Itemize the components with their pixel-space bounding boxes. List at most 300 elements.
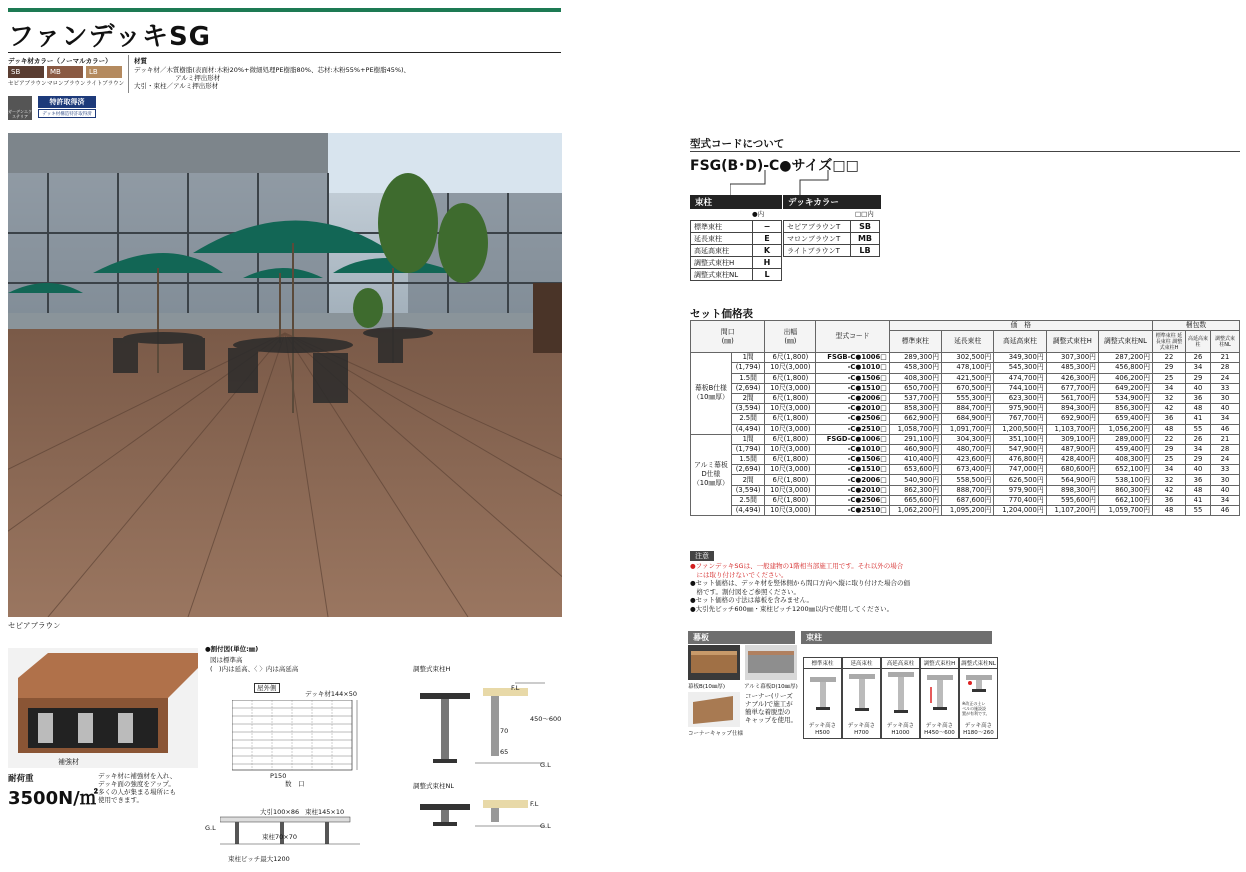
group-label-line: 幕板B仕様 (694, 384, 727, 393)
row-depth: 10尺(3,000) (765, 383, 816, 393)
price-row (691, 404, 1240, 414)
post-card-name: 標準束柱 (804, 658, 841, 669)
post-card-adjustable-nl (959, 657, 998, 739)
post-card-height: デッキ高さ H500 (808, 723, 837, 736)
row-price: 487,900円 (1046, 444, 1098, 454)
row-price: 545,300円 (994, 363, 1046, 373)
post-adjustable-h-image (921, 669, 958, 714)
row-price: 1,056,200円 (1098, 424, 1152, 434)
row-depth: 10尺(3,000) (765, 444, 816, 454)
load-label: 耐荷重 (8, 774, 34, 784)
row-price: 307,300円 (1046, 353, 1098, 363)
dim-70: 70 (500, 727, 509, 735)
title-accent-bar (8, 8, 561, 12)
price-row (691, 455, 1240, 465)
row-frontage: 2.5間 (731, 414, 765, 424)
notes-block (690, 562, 910, 613)
row-price: 888,700円 (942, 485, 994, 495)
row-price: 677,700円 (1046, 383, 1098, 393)
row-price: 692,900円 (1046, 414, 1098, 424)
row-price: 538,100円 (1098, 475, 1152, 485)
row-frontage: (1,794) (731, 444, 765, 454)
row-price: 540,900円 (889, 475, 941, 485)
reinforcement-label: 補強材 (58, 758, 79, 766)
row-price: 860,300円 (1098, 485, 1152, 495)
plan-label: 屋外側 (254, 683, 280, 693)
col-packages-group: 梱包数 (1153, 321, 1240, 331)
row-pkg: 36 (1153, 495, 1186, 505)
col-price-standard: 標準束柱 (889, 331, 941, 353)
row-price: 408,300円 (889, 373, 941, 383)
load-note-4: 使用できます。 (98, 796, 143, 804)
row-pkg: 32 (1153, 475, 1186, 485)
post-type-code: K (753, 245, 782, 257)
row-price: 659,400円 (1098, 414, 1152, 424)
price-row (691, 383, 1240, 393)
row-pkg: 46 (1211, 424, 1240, 434)
garden-exterior-badge (8, 96, 32, 120)
pitch-p150: P150 (270, 772, 287, 780)
gl-label-h: G.L (540, 761, 551, 769)
deck-photo-scene (8, 133, 562, 617)
post-standard-image (804, 669, 841, 714)
row-price: 623,300円 (994, 393, 1046, 403)
dim-adj-range: 450〜600 (530, 715, 562, 723)
row-pkg: 26 (1186, 353, 1211, 363)
row-frontage: 1.5間 (731, 455, 765, 465)
row-code: -C●1506□ (816, 373, 889, 383)
row-price: 428,400円 (1046, 455, 1098, 465)
row-depth: 6尺(1,800) (765, 455, 816, 465)
row-frontage: 1間 (731, 434, 765, 444)
nl-note (960, 701, 997, 716)
row-code: FSGD-C●1006□ (816, 434, 889, 444)
row-code: -C●1510□ (816, 383, 889, 393)
post-type-header: 束柱 (690, 195, 782, 209)
post-card-height: デッキ高さ H450〜600 (924, 723, 955, 736)
row-code: -C●2510□ (816, 506, 889, 516)
row-price: 673,400円 (942, 465, 994, 475)
row-pkg: 48 (1186, 404, 1211, 414)
row-pkg: 36 (1186, 393, 1211, 403)
deck-width-label: デッキ材144×50 (305, 690, 357, 698)
col-price-high-extended: 高延高束柱 (994, 331, 1046, 353)
color-name-mb: マロンブラウン (47, 81, 86, 87)
row-pkg: 34 (1211, 414, 1240, 424)
group-label-line: D仕様 (701, 470, 721, 479)
row-pkg: 28 (1211, 444, 1240, 454)
adj-h-drawing-svg (415, 678, 545, 773)
row-pkg: 34 (1153, 383, 1186, 393)
title-divider (8, 52, 561, 53)
row-pkg: 29 (1186, 373, 1211, 383)
row-price: 456,800円 (1098, 363, 1152, 373)
price-row (691, 393, 1240, 403)
row-price: 1,103,700円 (1046, 424, 1098, 434)
post-type-row (691, 233, 782, 245)
price-row (691, 465, 1240, 475)
row-frontage: (2,694) (731, 465, 765, 475)
post-card-extended (842, 657, 881, 739)
row-price: 426,300円 (1046, 373, 1098, 383)
post-type-code: − (753, 221, 782, 233)
row-price: 458,300円 (889, 363, 941, 373)
drawing-note-2: ( )内は延高、〈 〉内は高延高 (210, 665, 299, 673)
post-card-height: デッキ高さ H1000 (886, 723, 915, 736)
formula-connector-lines (730, 170, 850, 196)
row-price: 287,200円 (1098, 353, 1152, 363)
row-frontage: (3,594) (731, 404, 765, 414)
skirt-b-label: 幕板B(10㎜厚) (688, 684, 726, 690)
color-name-lb: ライトブラウン (86, 81, 125, 87)
deck-color-row (784, 233, 880, 245)
load-value: 3500N/㎡ (8, 788, 98, 809)
skirt-b-image (688, 645, 740, 680)
post-extended-image (843, 669, 880, 714)
fl-label-nl: F.L (530, 800, 539, 808)
price-row (691, 363, 1240, 373)
patent-badge: 特許取得済 (38, 96, 96, 108)
post-type-row (691, 245, 782, 257)
row-pkg: 40 (1211, 485, 1240, 495)
color-name-sb: セピアブラウン (8, 81, 47, 87)
price-row (691, 353, 1240, 363)
deck-color-table (783, 220, 880, 257)
row-pkg: 36 (1186, 475, 1211, 485)
row-pkg: 48 (1153, 424, 1186, 434)
col-frontage-label: 間口 (720, 327, 735, 336)
corner-note-2: ナブル)で施工が (745, 700, 793, 708)
row-price: 744,100円 (994, 383, 1046, 393)
post-card-name: 高延高束柱 (882, 658, 919, 669)
adj-nl-drawing (415, 796, 545, 840)
post-card-name: 延高束柱 (843, 658, 880, 669)
nl-note-2: ベルの施設設 (962, 706, 986, 711)
patent-sub-badge: デッキ材構造特許取得済 (38, 109, 96, 118)
row-depth: 10尺(3,000) (765, 485, 816, 495)
row-depth: 6尺(1,800) (765, 434, 816, 444)
post-type-name: 延長束柱 (691, 233, 753, 245)
row-depth: 10尺(3,000) (765, 363, 816, 373)
col-price-extended: 延長束柱 (942, 331, 994, 353)
material-line-2: アルミ押出形材 (175, 74, 221, 82)
row-price: 408,300円 (1098, 455, 1152, 465)
skirt-d-image (745, 645, 797, 680)
row-pkg: 29 (1186, 455, 1211, 465)
row-code: -C●2010□ (816, 404, 889, 414)
depth-label: 数 口 (285, 780, 305, 788)
post-card-high-extended (881, 657, 920, 739)
row-code: -C●1010□ (816, 363, 889, 373)
row-price: 862,300円 (889, 485, 941, 495)
colors-header: デッキ材カラー（ノーマルカラー） (8, 57, 112, 65)
row-price: 291,100円 (889, 434, 941, 444)
adj-h-drawing (415, 678, 545, 777)
note-2: ●セット価格は、デッキ材を竪体側から間口方向へ縦に取り付けた場合の価 (690, 579, 911, 587)
page-title: ファンデッキSG (8, 22, 212, 52)
row-price: 1,091,700円 (942, 424, 994, 434)
deck-color-row (784, 245, 880, 257)
row-code: -C●2006□ (816, 393, 889, 403)
row-code: -C●2010□ (816, 485, 889, 495)
price-row (691, 444, 1240, 454)
row-price: 302,500円 (942, 353, 994, 363)
group-label (691, 434, 732, 516)
skirt-d-label: アルミ幕板D(10㎜厚) (744, 684, 798, 690)
row-price: 979,900円 (994, 485, 1046, 495)
post-gallery-header: 束柱 (801, 631, 992, 644)
row-price: 884,700円 (942, 404, 994, 414)
post-card-standard (803, 657, 842, 739)
post-card-height: デッキ高さ H700 (847, 723, 876, 736)
row-depth: 10尺(3,000) (765, 404, 816, 414)
row-price: 534,900円 (1098, 393, 1152, 403)
post-adjustable-nl-image (960, 669, 997, 699)
adj-nl-label: 調整式束柱NL (413, 782, 454, 790)
row-price: 670,500円 (942, 383, 994, 393)
col-depth (765, 321, 816, 353)
group-label-line: アルミ幕板 (694, 461, 728, 470)
group-label (691, 353, 732, 435)
post-type-code: H (753, 257, 782, 269)
col-frontage-unit: (㎜) (721, 336, 734, 345)
price-row (691, 506, 1240, 516)
deck-color-marker: □□内 (855, 210, 874, 218)
post-type-marker: ●内 (752, 210, 765, 218)
row-code: FSGB-C●1006□ (816, 353, 889, 363)
row-price: 1,107,200円 (1046, 506, 1098, 516)
row-depth: 6尺(1,800) (765, 393, 816, 403)
row-pkg: 33 (1211, 465, 1240, 475)
post-size-label: 束柱145×10 (305, 808, 345, 816)
dim-65: 65 (500, 748, 509, 756)
row-pkg: 22 (1153, 353, 1186, 363)
post-type-code: L (753, 269, 782, 281)
row-depth: 10尺(3,000) (765, 465, 816, 475)
deck-color-code: LB (851, 245, 880, 257)
row-price: 894,300円 (1046, 404, 1098, 414)
deck-color-code: SB (851, 221, 880, 233)
row-frontage: (4,494) (731, 424, 765, 434)
col-pkg-nl: 調整式束柱NL (1211, 331, 1240, 353)
price-row (691, 495, 1240, 505)
gl-label-nl: G.L (540, 822, 551, 830)
corner-note-1: コーナー(リーズ (745, 692, 793, 700)
row-pkg: 34 (1153, 465, 1186, 475)
row-pkg: 34 (1211, 495, 1240, 505)
nl-note-3: 置が有利です。 (962, 711, 990, 716)
row-pkg: 34 (1186, 444, 1211, 454)
row-depth: 6尺(1,800) (765, 495, 816, 505)
post-card-adjustable-h (920, 657, 959, 739)
row-price: 687,600円 (942, 495, 994, 505)
row-depth: 6尺(1,800) (765, 373, 816, 383)
plan-drawing-svg (232, 700, 382, 780)
post-type-code: E (753, 233, 782, 245)
row-price: 1,058,700円 (889, 424, 941, 434)
row-price: 1,059,700円 (1098, 506, 1152, 516)
row-depth: 6尺(1,800) (765, 475, 816, 485)
row-pkg: 36 (1153, 414, 1186, 424)
row-pkg: 42 (1153, 404, 1186, 414)
col-frontage (691, 321, 765, 353)
deck-color-name: ライトブラウンT (784, 245, 851, 257)
post-type-row (691, 269, 782, 281)
deck-section-illustration (8, 648, 198, 768)
row-price: 561,700円 (1046, 393, 1098, 403)
adj-nl-drawing-svg (415, 796, 545, 836)
row-price: 410,400円 (889, 455, 941, 465)
row-pkg: 55 (1186, 424, 1211, 434)
row-pkg: 29 (1153, 363, 1186, 373)
row-frontage: 1.5間 (731, 373, 765, 383)
row-pkg: 48 (1153, 506, 1186, 516)
row-price: 485,300円 (1046, 363, 1098, 373)
note-1: ●ファンデッキSGは、一般建物の1階相当部施工用です。それ以外の場合 (690, 562, 904, 570)
plan-drawing (232, 700, 382, 784)
row-code: -C●1010□ (816, 444, 889, 454)
row-frontage: (4,494) (731, 506, 765, 516)
row-price: 653,600円 (889, 465, 941, 475)
row-price: 421,500円 (942, 373, 994, 383)
material-line-1: デッキ材／木質樹脂(表面材:木粉20%+微細処理PE樹脂80%、芯材:木粉55%+PE樹脂45%)、 (134, 66, 411, 74)
row-price: 406,200円 (1098, 373, 1152, 383)
row-price: 547,900円 (994, 444, 1046, 454)
row-pkg: 21 (1211, 353, 1240, 363)
row-price: 1,200,500円 (994, 424, 1046, 434)
post-type-row (691, 257, 782, 269)
row-pkg: 28 (1211, 363, 1240, 373)
row-price: 349,300円 (994, 353, 1046, 363)
row-price: 767,700円 (994, 414, 1046, 424)
material-divider (128, 55, 129, 93)
row-frontage: (3,594) (731, 485, 765, 495)
row-price: 480,700円 (942, 444, 994, 454)
row-price: 1,204,000円 (994, 506, 1046, 516)
row-frontage: 1間 (731, 353, 765, 363)
col-price-group: 価 格 (889, 321, 1152, 331)
post-type-table (690, 220, 782, 281)
row-pkg: 32 (1153, 393, 1186, 403)
row-pkg: 25 (1153, 373, 1186, 383)
row-pkg: 40 (1186, 383, 1211, 393)
deck-color-header: デッキカラー (783, 195, 881, 209)
price-row (691, 434, 1240, 444)
row-price: 564,900円 (1046, 475, 1098, 485)
row-price: 680,600円 (1046, 465, 1098, 475)
row-pkg: 48 (1186, 485, 1211, 495)
drawing-note-1: 図は標準高 (210, 656, 243, 664)
row-price: 770,400円 (994, 495, 1046, 505)
material-heading: 材質 (134, 57, 147, 65)
row-pkg: 22 (1153, 434, 1186, 444)
post-base-label: 束柱70×70 (262, 833, 297, 841)
price-row (691, 414, 1240, 424)
row-price: 558,500円 (942, 475, 994, 485)
row-frontage: 2間 (731, 393, 765, 403)
row-price: 304,300円 (942, 434, 994, 444)
col-price-adjustable-nl: 調整式束柱NL (1098, 331, 1152, 353)
post-type-name: 高延高束柱 (691, 245, 753, 257)
row-price: 665,600円 (889, 495, 941, 505)
row-depth: 6尺(1,800) (765, 414, 816, 424)
row-price: 649,200円 (1098, 383, 1152, 393)
row-pkg: 30 (1211, 393, 1240, 403)
row-price: 474,700円 (994, 373, 1046, 383)
col-code: 型式コード (816, 321, 889, 353)
note-2b: 格です。割付図をご参照ください。 (690, 587, 800, 596)
row-price: 650,700円 (889, 383, 941, 393)
post-pitch-label: 束柱ピッチ最大1200 (228, 855, 290, 863)
beam-size-label: 大引100×86 (260, 808, 300, 816)
color-swatch-mb: MB (47, 66, 83, 78)
row-pkg: 41 (1186, 414, 1211, 424)
row-code: -C●1506□ (816, 455, 889, 465)
row-price: 858,300円 (889, 404, 941, 414)
row-depth: 10尺(3,000) (765, 424, 816, 434)
deck-photo (8, 133, 562, 617)
color-swatch-lb: LB (86, 66, 122, 78)
row-pkg: 34 (1186, 363, 1211, 373)
row-price: 975,900円 (994, 404, 1046, 414)
color-swatch-sb: SB (8, 66, 44, 78)
col-depth-label: 出幅 (783, 327, 798, 336)
row-code: -C●2006□ (816, 475, 889, 485)
col-pkg-standard: 標準束柱 延長束柱 調整式束柱H (1153, 331, 1186, 353)
deck-color-name: セピアブラウンT (784, 221, 851, 233)
post-card-height: デッキ高さ H180〜260 (963, 723, 994, 736)
row-price: 309,100円 (1046, 434, 1098, 444)
note-1b: には取り付けないでください。 (690, 570, 788, 579)
group-label-line: （10㎜厚） (693, 479, 729, 488)
post-card-name: 調整式束柱NL (960, 658, 997, 669)
corner-note-4: キャップを使用。 (745, 716, 797, 724)
nl-note-1: ※改正の土レ (962, 701, 986, 706)
row-pkg: 24 (1211, 455, 1240, 465)
post-high-extended-image (882, 669, 919, 714)
row-code: -C●2506□ (816, 414, 889, 424)
row-price: 351,100円 (994, 434, 1046, 444)
row-price: 626,500円 (994, 475, 1046, 485)
col-price-adjustable-h: 調整式束柱H (1046, 331, 1098, 353)
row-price: 289,000円 (1098, 434, 1152, 444)
corner-note-3: 簡単な着脱型の (745, 708, 791, 716)
row-pkg: 26 (1186, 434, 1211, 444)
row-price: 652,100円 (1098, 465, 1152, 475)
row-price: 460,900円 (889, 444, 941, 454)
post-type-row (691, 221, 782, 233)
row-pkg: 21 (1211, 434, 1240, 444)
group-label-line: （10㎜厚） (693, 393, 729, 402)
notes-heading: 注意 (690, 551, 714, 561)
load-note-2: デッキ面の強度をアップ。 (98, 780, 175, 788)
row-pkg: 24 (1211, 373, 1240, 383)
corner-cap-label: コーナーキャップ仕様 (688, 731, 744, 737)
price-table-body (691, 353, 1240, 516)
row-price: 856,300円 (1098, 404, 1152, 414)
deck-color-name: マロンブラウンT (784, 233, 851, 245)
note-4: ●大引先ピッチ600㎜・束柱ピッチ1200㎜以内で使用してください。 (690, 604, 894, 613)
col-pkg-high: 高延高束柱 (1186, 331, 1211, 353)
row-price: 898,300円 (1046, 485, 1098, 495)
row-frontage: 2.5間 (731, 495, 765, 505)
row-pkg: 25 (1153, 455, 1186, 465)
row-price: 423,600円 (942, 455, 994, 465)
row-price: 684,900円 (942, 414, 994, 424)
fl-label-h: F.L (511, 684, 520, 692)
post-card-name: 調整式束柱H (921, 658, 958, 669)
type-code-formula: FSG(B･D)-C●サイズ□□ (690, 158, 859, 174)
